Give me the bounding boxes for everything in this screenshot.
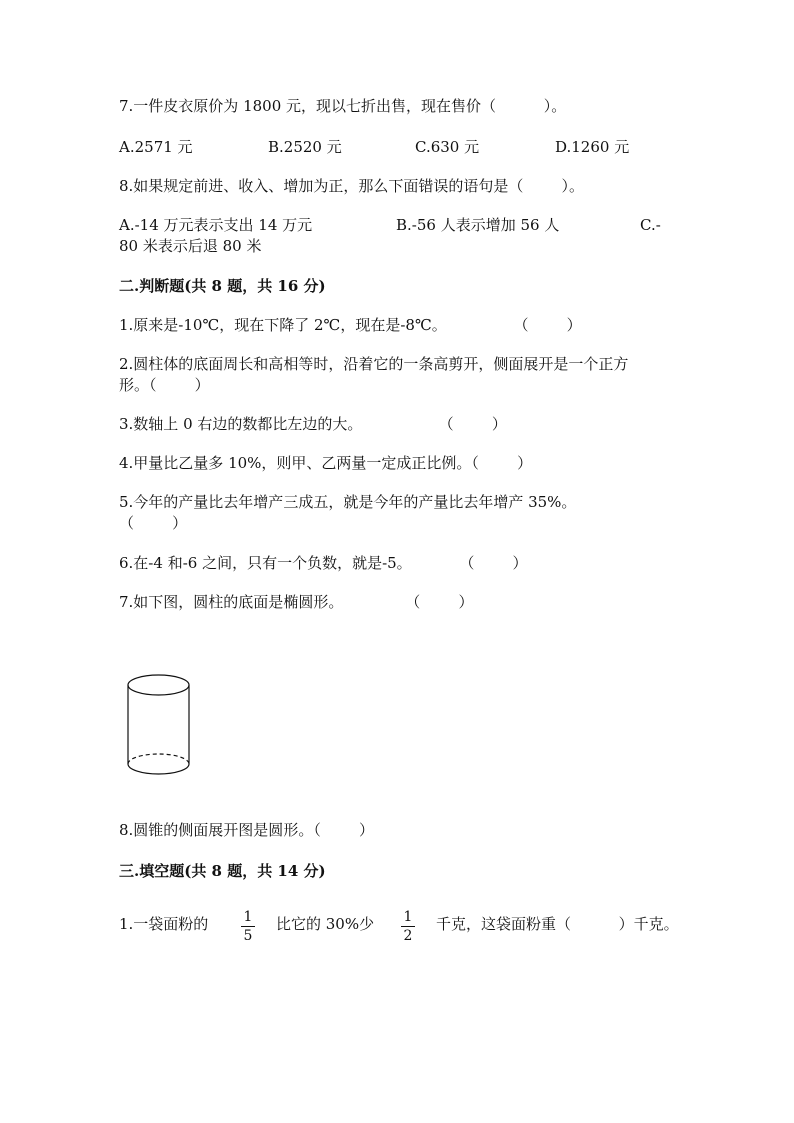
cylinder-figure — [120, 668, 200, 784]
q8-option-a: A.-14 万元表示支出 14 万元 — [119, 216, 313, 234]
question-7-choice: 7.一件皮衣原价为 1800 元，现以七折出售，现在售价（ ）。 — [119, 97, 567, 115]
tf-question-5-line2: （ ） — [119, 514, 188, 532]
question-8-choice: 8.如果规定前进、收入、增加为正，那么下面错误的语句是（ ）。 — [119, 177, 584, 195]
cylinder-bottom-front-arc — [128, 764, 189, 774]
fill-question-1-middle: 比它的 30%少 — [276, 915, 375, 933]
tf-question-2-line2: 形。（ ） — [119, 376, 210, 394]
fill-question-1-suffix: 千克，这袋面粉重（ ）千克。 — [436, 915, 679, 933]
fraction-denominator: 5 — [243, 928, 253, 944]
q8-option-c-wrap: 80 米表示后退 80 米 — [119, 237, 262, 255]
tf-question-6: 6.在-4 和-6 之间，只有一个负数，就是-5。 （ ） — [119, 554, 528, 572]
section-2-heading: 二.判断题(共 8 题，共 16 分) — [119, 277, 326, 295]
tf-question-3: 3.数轴上 0 右边的数都比左边的大。 （ ） — [119, 415, 507, 433]
tf-question-8: 8.圆锥的侧面展开图是圆形。（ ） — [119, 821, 374, 839]
q8-option-c: C.- — [640, 216, 661, 234]
cylinder-top-ellipse — [128, 675, 189, 695]
fraction-bar — [241, 926, 255, 927]
fraction-one-fifth — [241, 909, 255, 944]
section-3-heading: 三.填空题(共 8 题，共 14 分) — [119, 862, 326, 880]
fraction-one-half — [401, 909, 415, 944]
tf-question-5-line1: 5.今年的产量比去年增产三成五，就是今年的产量比去年增产 35%。 — [119, 493, 577, 511]
tf-question-7: 7.如下图，圆柱的底面是椭圆形。 （ ） — [119, 593, 474, 611]
tf-question-1: 1.原来是-10℃，现在下降了 2℃，现在是-8℃。 （ ） — [119, 316, 582, 334]
q7-option-b: B.2520 元 — [268, 138, 342, 156]
q7-option-a: A.2571 元 — [119, 138, 193, 156]
fraction-denominator: 2 — [403, 928, 413, 944]
fraction-bar — [401, 926, 415, 927]
tf-question-4: 4.甲量比乙量多 10%，则甲、乙两量一定成正比例。（ ） — [119, 454, 533, 472]
tf-question-2-line1: 2.圆柱体的底面周长和高相等时，沿着它的一条高剪开，侧面展开是一个正方 — [119, 355, 629, 373]
fraction-numerator: 1 — [243, 909, 253, 925]
q8-option-b: B.-56 人表示增加 56 人 — [396, 216, 560, 234]
fraction-numerator: 1 — [403, 909, 413, 925]
q7-option-d: D.1260 元 — [555, 138, 630, 156]
fill-question-1-prefix: 1.一袋面粉的 — [119, 915, 209, 933]
q7-option-c: C.630 元 — [415, 138, 480, 156]
cylinder-bottom-back-arc — [128, 754, 189, 764]
